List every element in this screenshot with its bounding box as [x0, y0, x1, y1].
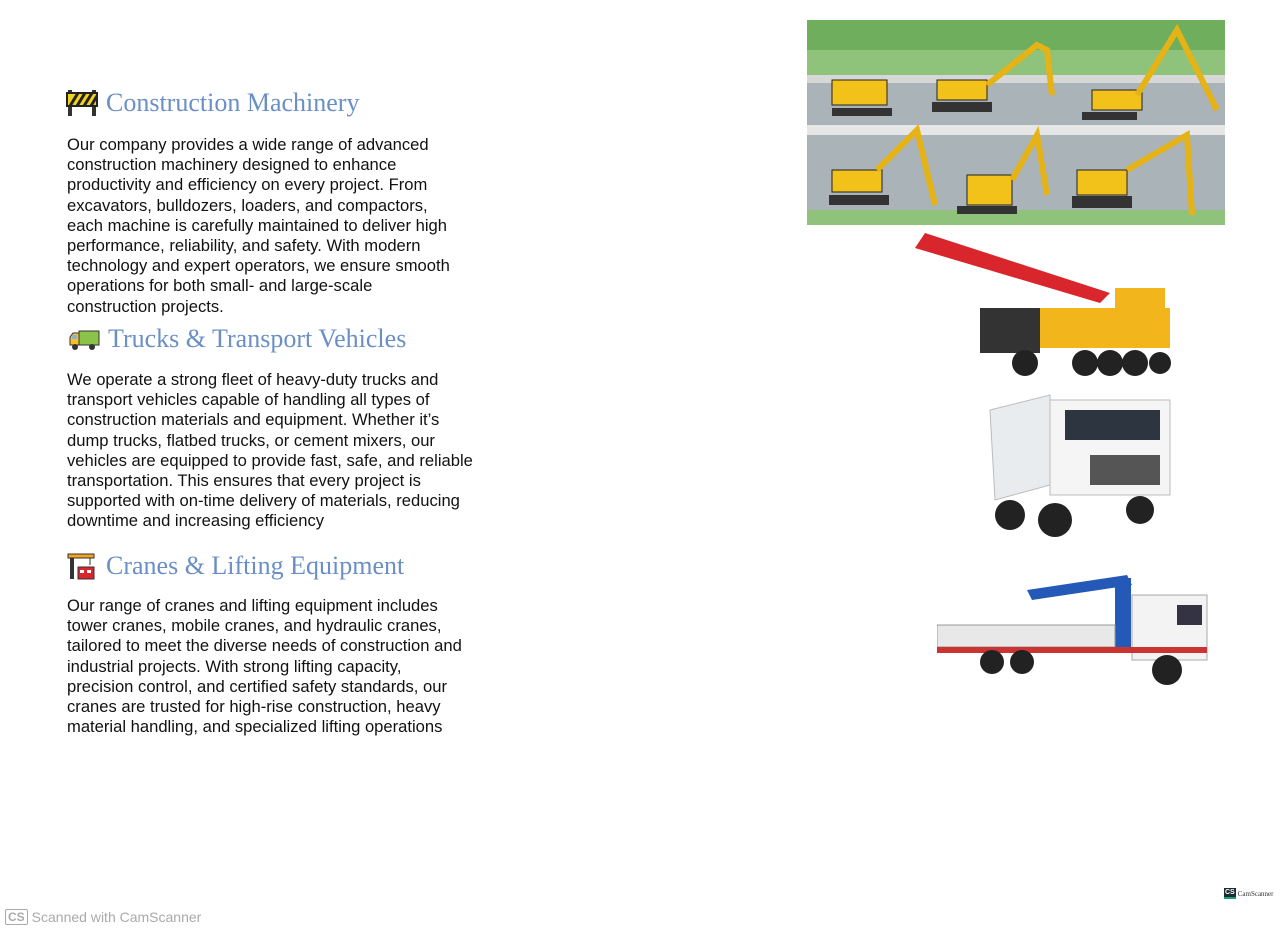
text-line: performance, reliability, and safety. With modern — [67, 236, 421, 256]
section-body — [67, 135, 450, 317]
text-line: vehicles are equipped to provide fast, safe, and reliable — [67, 450, 473, 470]
section-heading-cranes — [66, 551, 404, 581]
text-line: technology and expert operators, we ensure smooth — [67, 256, 450, 276]
scanned-footer — [5, 909, 201, 925]
text-line: Our range of cranes and lifting equipment includes — [67, 596, 438, 615]
text-line: construction materials and equipment. Whether it’s — [67, 410, 440, 430]
text-line: excavators, bulldozers, loaders, and compactors, — [67, 195, 428, 215]
section-heading-construction-machinery — [66, 88, 359, 118]
section-heading-trucks — [68, 324, 406, 354]
text-line: construction projects. — [67, 296, 224, 316]
crane-icon — [66, 551, 98, 581]
text-line: productivity and efficiency on every project. From — [67, 175, 428, 195]
camscanner-watermark — [1224, 888, 1274, 899]
section-title: Trucks & Transport Vehicles — [108, 324, 407, 353]
text-line: cranes are trusted for high-rise construction, heavy — [67, 697, 441, 717]
text-line: We operate a strong fleet of heavy-duty trucks and — [67, 370, 439, 389]
section-title: Cranes & Lifting Equipment — [106, 551, 405, 580]
section-title: Construction Machinery — [106, 88, 360, 117]
text-line: construction machinery designed to enhance — [67, 155, 397, 175]
text-line: tailored to meet the diverse needs of construction and — [67, 636, 462, 656]
text-line: supported with on-time delivery of materials, reducing — [67, 491, 460, 511]
section-body — [67, 370, 473, 532]
text-line: dump trucks, flatbed trucks, or cement mixers, our — [67, 430, 435, 450]
section-body — [67, 596, 462, 737]
text-line: Our company provides a wide range of advanced — [67, 135, 429, 154]
mobile-crane-truck-image — [910, 228, 1172, 390]
text-line: downtime and increasing efficiency — [67, 511, 325, 531]
footer-text: Scanned with CamScanner — [31, 909, 202, 925]
truck-mounted-crane-image — [937, 570, 1220, 693]
truck-icon — [68, 324, 100, 354]
camscanner-badge-icon: CS — [5, 909, 28, 925]
construction-barrier-icon — [66, 88, 98, 118]
dump-truck-image — [950, 390, 1190, 553]
watermark-text: CamScanner — [1237, 889, 1274, 898]
excavators-image — [807, 20, 1225, 230]
text-line: operations for both small- and large-scale — [67, 276, 373, 296]
text-line: material handling, and specialized lifting operations — [67, 717, 443, 737]
text-line: industrial projects. With strong lifting capacity, — [67, 656, 402, 676]
text-line: transport vehicles capable of handling all types of — [67, 390, 430, 410]
text-line: precision control, and certified safety standards, our — [67, 676, 448, 696]
text-line: tower cranes, mobile cranes, and hydraulic cranes, — [67, 616, 442, 636]
text-line: transportation. This ensures that every project is — [67, 471, 421, 491]
camscanner-logo-icon: CS — [1224, 888, 1236, 899]
text-line: each machine is carefully maintained to deliver high — [67, 215, 448, 235]
